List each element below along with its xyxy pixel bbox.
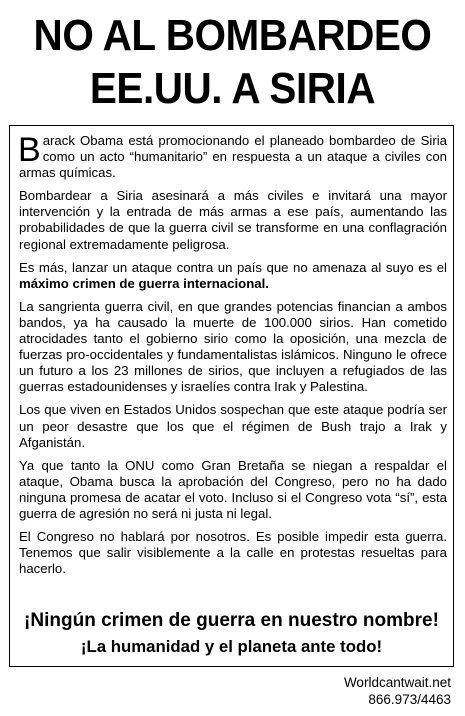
paragraph-3-bold: máximo crimen de guerra internacional. xyxy=(19,275,269,291)
headline-line-1: NO AL BOMBARDEO xyxy=(33,11,432,60)
paragraph-3-text: Es más, lanzar un ataque contra un país que no amenaza al suyo es el xyxy=(19,259,447,275)
slogan-line-1: ¡Ningún crimen de guerra en nuestro nombre! xyxy=(24,610,439,631)
paragraph-1 xyxy=(19,133,447,181)
footer-website: Worldcantwait.net xyxy=(343,675,451,690)
paragraph-6: Ya que tanto la ONU como Gran Bretaña se niegan a respaldar el ataque, Obama busca la aprobación del Congreso, pero no ha dado ninguna promesa de acatar el voto. Incluso si el Congreso vota “sí”, esta guerra de agresión no será ni justa ni legal. xyxy=(19,457,447,521)
paragraph-7: El Congreso no hablará por nosotros. Es posible impedir esta guerra. Tenemos que salir visiblemente a la calle en protestas resueltas para hacerlo. xyxy=(19,529,447,577)
paragraph-2: Bombardear a Siria asesinará a más civiles e invitará una mayor intervención y la entrada de más armas a ese país, aumentando las probabilidades de que la guerra civil se transforme en una conflagración regional extremadamente peligrosa. xyxy=(19,188,447,252)
paragraph-4: La sangrienta guerra civil, en que grandes potencias financian a ambos bandos, ya ha causado la muerte de 100.000 sirios. Han cometido atrocidades tanto el gobierno sirio como la oposición, una mezcla de fuerzas pro-occidentales y fundamentalistas islámicos. Ninguno le ofrece un futuro a los 23 millones de sirios, que incluyen a refugiados de las guerras estadounidenses y israelíes contra Irak y Palestina. xyxy=(19,298,447,395)
headline-line-2: EE.UU. A SIRIA xyxy=(89,64,376,113)
drop-cap: B xyxy=(18,131,41,169)
footer-phone: 866.973/4463 xyxy=(368,692,451,707)
slogan-line-2: ¡La humanidad y el planeta ante todo! xyxy=(80,637,383,656)
paragraph-1-text: arack Obama está promocionando el planeado bombardeo de Siria como un acto “humanitario” en respuesta a un ataque a civiles con armas químicas. xyxy=(19,133,447,181)
body-text xyxy=(19,133,447,584)
paragraph-5: Los que viven en Estados Unidos sospechan que este ataque podría ser un peor desastre que los que el régimen de Bush trajo a Irak y Afganistán. xyxy=(19,402,447,450)
paragraph-3 xyxy=(19,260,447,292)
